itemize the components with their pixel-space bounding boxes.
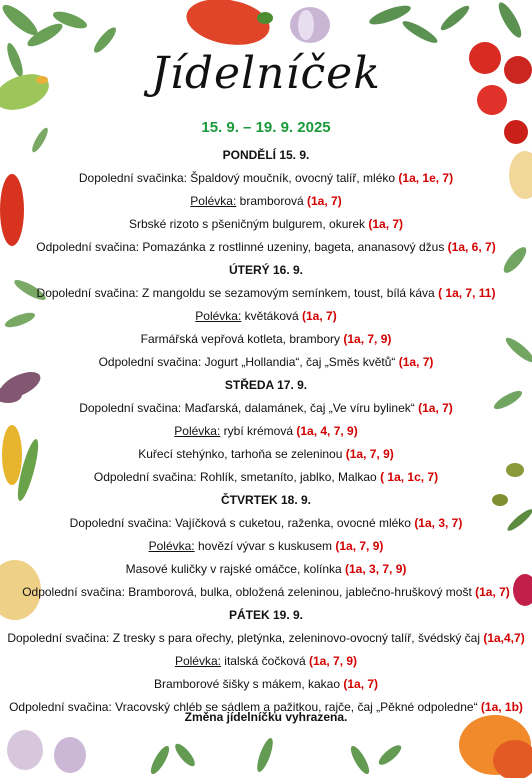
menu-item-label: Dopolední svačina: — [69, 516, 172, 530]
allergen-codes: (1a, 4, 7, 9) — [296, 424, 358, 438]
menu-item-text: Vajíčková s cuketou, raženka, ovocné mléko — [171, 516, 415, 530]
menu-item-label: Polévka: — [148, 539, 195, 553]
menu-item-text: Bramborové šišky s mákem, kakao — [153, 677, 344, 691]
menu-item — [0, 584, 532, 600]
menu-item-text: Maďarská, dalamánek, čaj „Ve víru bylinek“ — [181, 401, 419, 415]
menu-item — [0, 331, 532, 347]
menu-item-text: Masové kuličky v rajské omáčce, kolínka — [125, 562, 346, 576]
allergen-codes: ( 1a, 7, 11) — [438, 286, 496, 300]
menu-item-text: Z tresky s para ořechy, pletýnka, zeleninovo-ovocný talíř, švédský čaj — [109, 631, 484, 645]
allergen-codes: (1a, 7) — [343, 677, 379, 691]
menu-item — [0, 423, 532, 439]
allergen-codes: (1a, 7) — [307, 194, 342, 208]
day-heading: ČTVRTEK 18. 9. — [220, 493, 312, 507]
menu-item — [0, 446, 532, 462]
menu-item-label: Odpolední svačina: — [93, 470, 197, 484]
menu-item-label: Dopolední svačina: — [7, 631, 110, 645]
allergen-codes: (1a, 1e, 7) — [398, 171, 454, 185]
menu-change-notice: Změna jídelníčku vyhrazena. — [184, 710, 348, 724]
allergen-codes: (1a, 7, 9) — [335, 539, 384, 553]
menu-item-label: Odpolední svačina: — [98, 355, 202, 369]
menu-item-text: Farmářská vepřová kotleta, brambory — [140, 332, 344, 346]
menu-item — [0, 193, 532, 209]
menu-item-text: Vracovský chléb se sádlem a pažitkou, rajče, čaj „Pěkné odpoledne“ — [111, 700, 481, 714]
allergen-codes: (1a, 7) — [418, 401, 453, 415]
allergen-codes: (1a, 7) — [475, 585, 510, 599]
menu-item — [0, 469, 532, 485]
menu-item — [0, 561, 532, 577]
menu-item — [0, 400, 532, 416]
menu-item-label: Polévka: — [195, 309, 242, 323]
menu-item — [0, 538, 532, 554]
menu-item-text: Pomazánka z rostlinné uzeniny, bageta, ananasový džus — [139, 240, 448, 254]
day-heading: PONDĚLÍ 15. 9. — [222, 148, 310, 162]
day-heading: STŘEDA 17. 9. — [224, 378, 308, 392]
menu-item — [0, 239, 532, 255]
menu-item-text: květáková — [241, 309, 303, 323]
allergen-codes: (1a, 3, 7, 9) — [345, 562, 407, 576]
menu-item — [0, 354, 532, 370]
menu-item-label: Odpolední svačina: — [22, 585, 125, 599]
allergen-codes: (1a, 7) — [302, 309, 337, 323]
menu-item-text: Bramborová, bulka, obložená zeleninou, jablečno-hruškový mošt — [124, 585, 476, 599]
menu-item — [0, 216, 532, 232]
menu-item — [0, 653, 532, 669]
allergen-codes: (1a, 7, 9) — [343, 332, 392, 346]
menu-item-text: Srbské rizoto s pšeničným bulgurem, okurek — [128, 217, 369, 231]
menu-item-label: Odpolední svačina: — [9, 700, 112, 714]
menu-item — [0, 630, 532, 646]
allergen-codes: (1a, 3, 7) — [414, 516, 463, 530]
allergen-codes: (1a, 6, 7) — [447, 240, 496, 254]
menu-item-text: rybí krémová — [220, 424, 297, 438]
allergen-codes: (1a, 1b) — [480, 700, 523, 714]
menu-item-text: Kuřecí stehýnko, tarhoňa se zeleninou — [138, 447, 346, 461]
allergen-codes: (1a, 7, 9) — [345, 447, 394, 461]
menu-item — [0, 308, 532, 324]
day-heading: PÁTEK 19. 9. — [228, 608, 304, 622]
menu-item — [0, 676, 532, 692]
menu-item — [0, 285, 532, 301]
menu-item-label: Dopolední svačina: — [36, 286, 139, 300]
menu-item-label: Polévka: — [190, 194, 237, 208]
menu-item-text: hovězí vývar s kuskusem — [194, 539, 336, 553]
menu-item-text: bramborová — [236, 194, 308, 208]
allergen-codes: (1a, 7) — [398, 355, 434, 369]
menu-item-text: Špaldový moučník, ovocný talíř, mléko — [186, 171, 399, 185]
menu-title: Jídelníček — [151, 48, 381, 99]
menu-item-label: Dopolední svačinka: — [78, 171, 187, 185]
allergen-codes: (1a, 7, 9) — [309, 654, 358, 668]
menu-item-text: italská čočková — [220, 654, 310, 668]
day-heading: ÚTERÝ 16. 9. — [228, 263, 304, 277]
menu-item-text: Jogurt „Hollandia“, čaj „Směs květů“ — [201, 355, 399, 369]
allergen-codes: (1a,4,7) — [483, 631, 525, 645]
date-range: 15. 9. – 19. 9. 2025 — [201, 119, 331, 136]
menu-item — [0, 170, 532, 186]
menu-item-label: Polévka: — [174, 654, 221, 668]
menu-item-text: Rohlík, smetaníto, jablko, Malkao — [196, 470, 381, 484]
menu-item-label: Odpolední svačina: — [36, 240, 140, 254]
menu-item — [0, 515, 532, 531]
menu-item-label: Dopolední svačina: — [79, 401, 182, 415]
menu-item-label: Polévka: — [174, 424, 221, 438]
allergen-codes: ( 1a, 1c, 7) — [380, 470, 439, 484]
allergen-codes: (1a, 7) — [368, 217, 404, 231]
menu-item-text: Z mangoldu se sezamovým semínkem, toust, bílá káva — [138, 286, 439, 300]
